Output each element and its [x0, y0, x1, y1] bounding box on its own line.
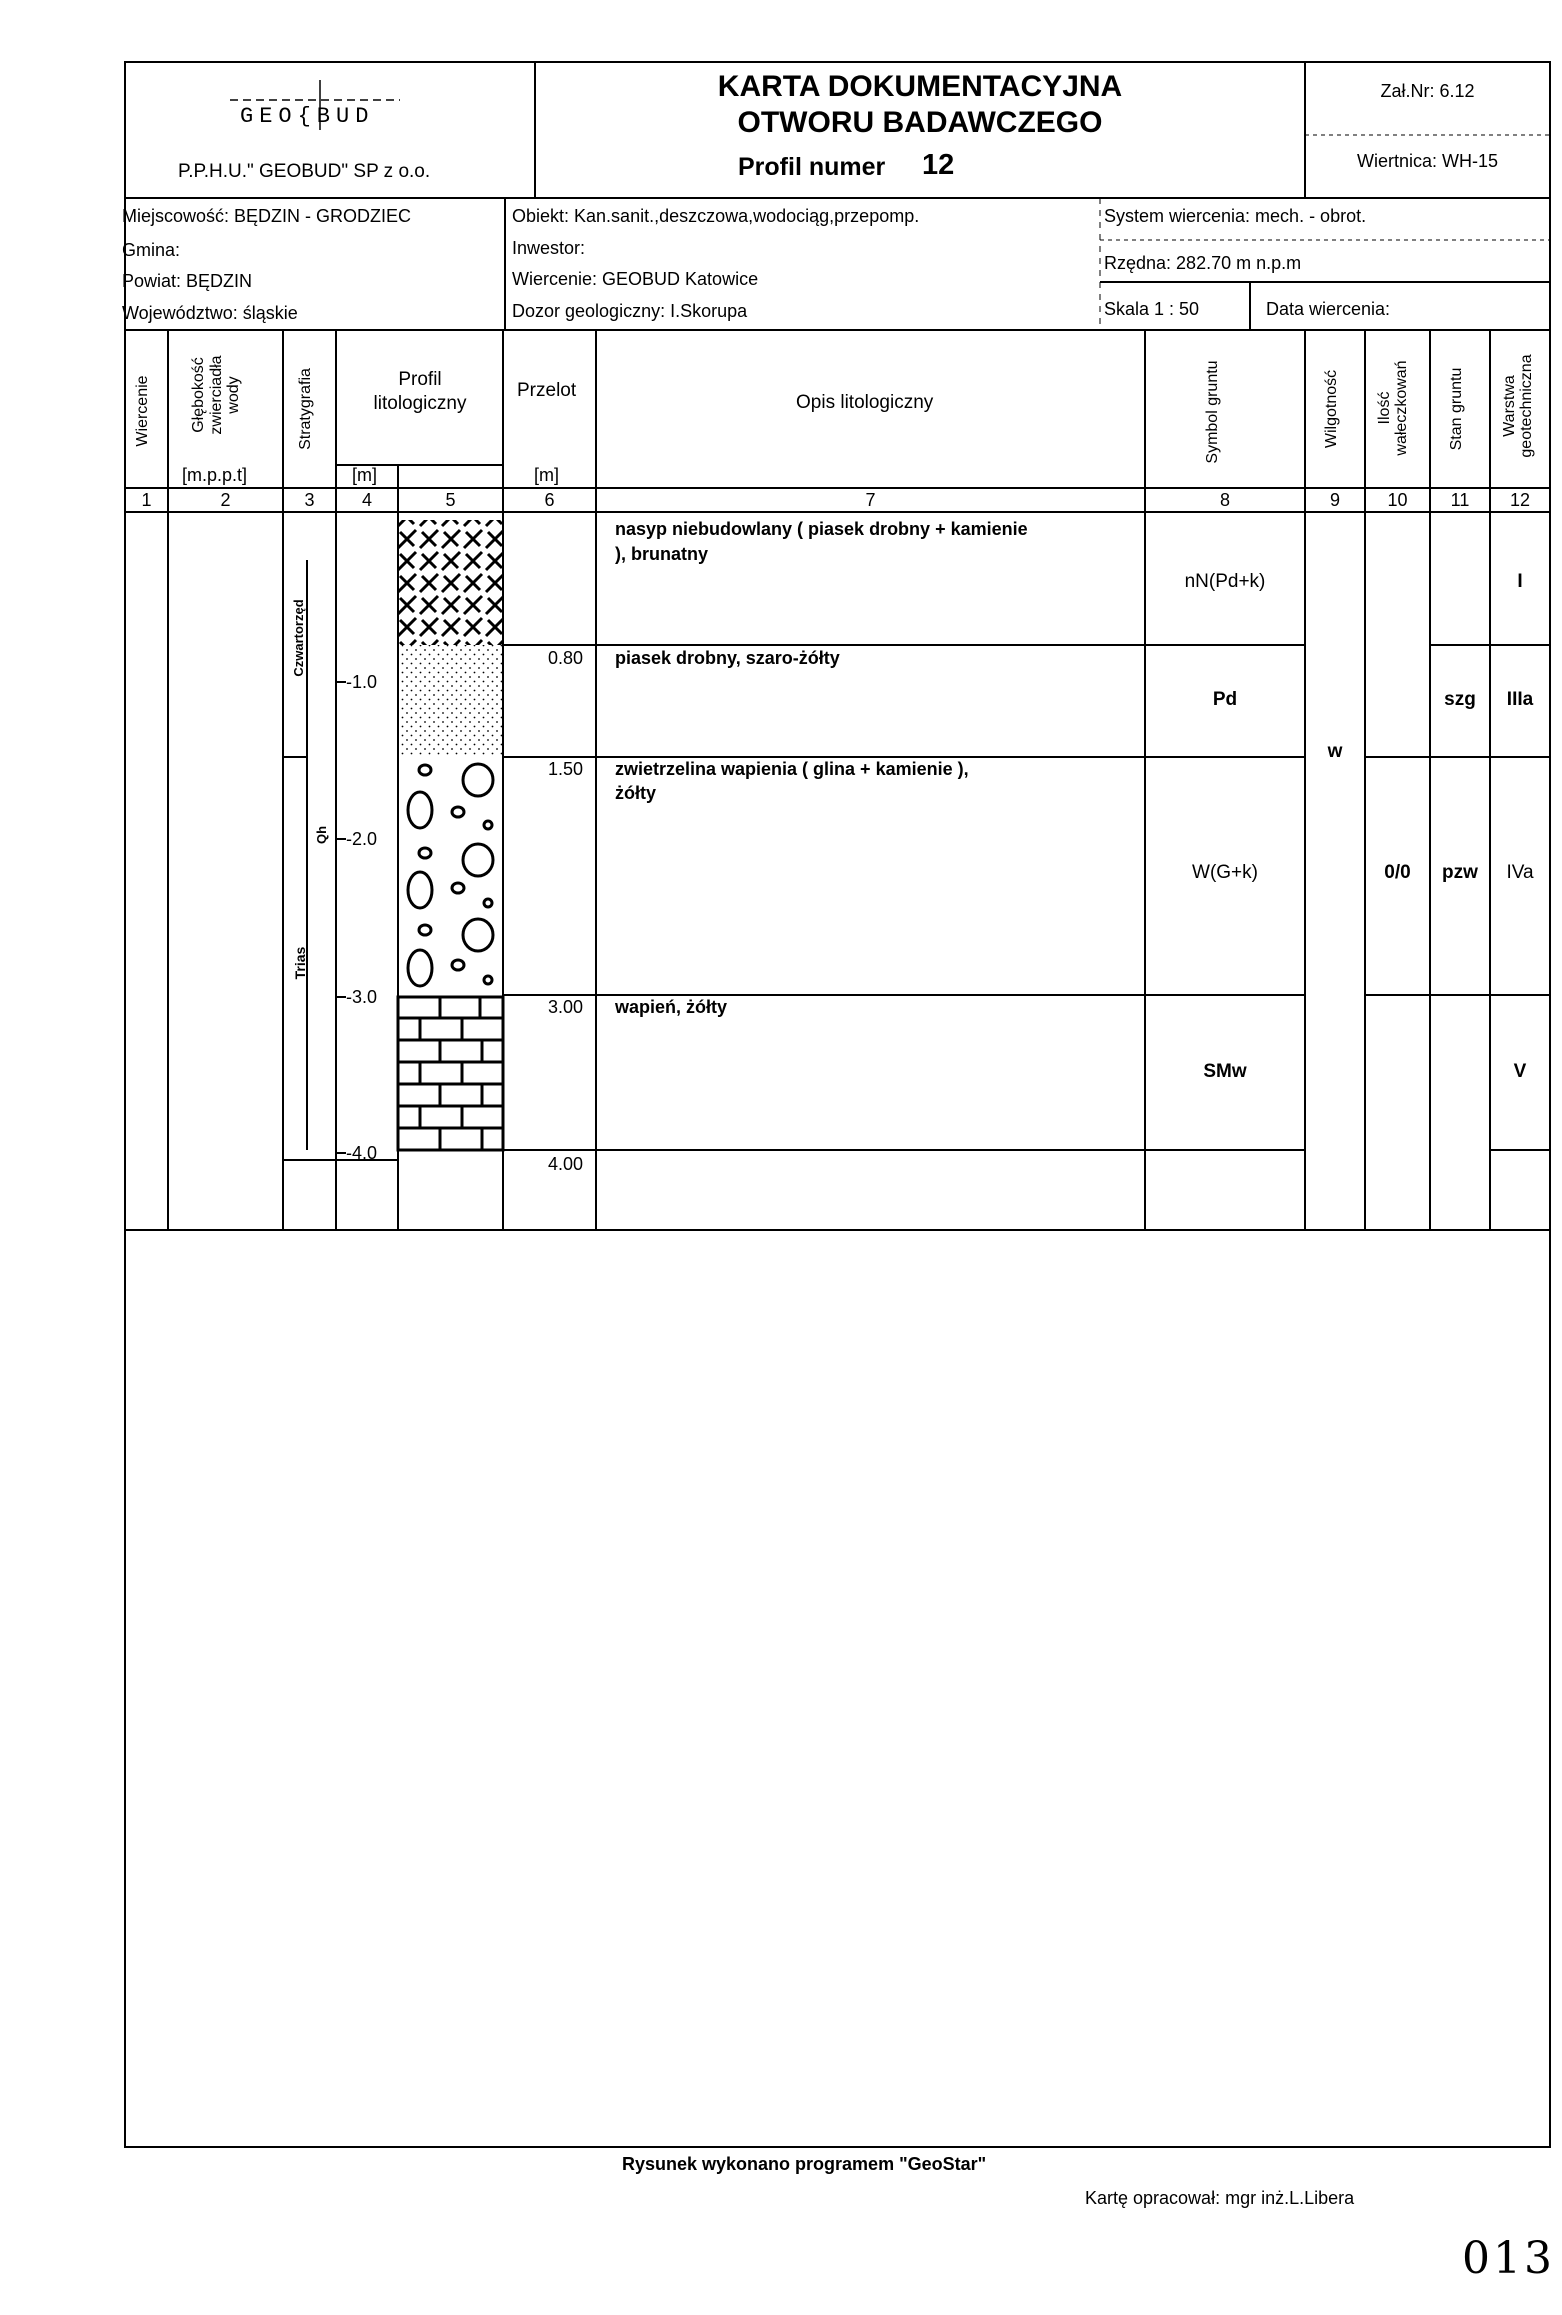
col-opis: Opis litologiczny: [796, 392, 934, 413]
depth-tick: -2.0: [346, 829, 378, 849]
layer-4-przelot: 3.00: [548, 997, 584, 1017]
col-number: 8: [1219, 490, 1230, 510]
depth-tick: -1.0: [346, 672, 378, 692]
pattern-limestone: [398, 997, 503, 1150]
layer-4-warstwa: V: [1513, 1061, 1527, 1082]
layer-1-symbol: nN(Pd+k): [1184, 571, 1266, 592]
layer-2-stan: szg: [1444, 689, 1476, 710]
col-glebokosc-unit: [m.p.p.t]: [182, 465, 248, 485]
layer-3-symbol: W(G+k): [1192, 862, 1258, 883]
zal-nr: Zał.Nr: 6.12: [1380, 81, 1475, 101]
col-profil-unit: [m]: [352, 465, 377, 485]
layer-2-warstwa: IIIa: [1506, 689, 1534, 710]
col-number: 11: [1450, 490, 1470, 510]
wilgotnosc-value: w: [1327, 741, 1343, 762]
col-warstwa: Warstwa geotechniczna: [1501, 354, 1535, 458]
col-ilosc: Ilość wałeczkowań: [1376, 360, 1410, 456]
col-symbol: Symbol gruntu: [1204, 360, 1221, 464]
layer-1-desc-1: nasyp niebudowlany ( piasek drobny + kamienie: [615, 519, 1028, 539]
col-number: 7: [865, 490, 876, 510]
col-wilgotnosc: Wilgotność: [1323, 369, 1340, 449]
layer-3-desc-1: zwietrzelina wapienia ( glina + kamienie ),: [615, 759, 969, 779]
layer-3-desc-2: żółty: [615, 783, 657, 803]
gmina: Gmina:: [122, 240, 181, 260]
skala: Skala 1 : 50: [1104, 299, 1200, 319]
footer-author: Kartę opracował: mgr inż.L.Libera: [1085, 2188, 1355, 2208]
col-number: 12: [1509, 490, 1531, 510]
layer-3-warstwa: IVa: [1506, 862, 1534, 883]
powiat: Powiat: BĘDZIN: [122, 271, 253, 291]
strat-trias: Trias: [292, 946, 308, 980]
inwestor: Inwestor:: [512, 238, 586, 258]
profile-number: 12: [922, 149, 955, 181]
pattern-fill-piasek: [398, 645, 503, 757]
page-number: 013: [1462, 2233, 1555, 2284]
layer-4-desc-1: wapień, żółty: [615, 997, 728, 1017]
footer-program: Rysunek wykonano programem "GeoStar": [622, 2154, 987, 2174]
wojewodztwo: Województwo: śląskie: [122, 303, 298, 323]
dozor-geologiczny: Dozor geologiczny: I.Skorupa: [512, 301, 748, 321]
profile-label: Profil numer: [738, 153, 886, 181]
col-number: 6: [544, 490, 555, 510]
layer-1-desc-2: ), brunatny: [615, 544, 708, 564]
layer-2-symbol: Pd: [1212, 689, 1238, 710]
title-line1: KARTA DOKUMENTACYJNA: [717, 70, 1123, 103]
company-name: P.P.H.U." GEOBUD" SP z o.o.: [178, 161, 431, 182]
col-number: 5: [445, 490, 456, 510]
obiekt: Obiekt: Kan.sanit.,deszczowa,wodociąg,przepomp.: [512, 206, 920, 226]
col-number: 9: [1329, 490, 1340, 510]
col-stan: Stan gruntu: [1448, 367, 1465, 451]
col-stratygrafia: Stratygrafia: [297, 368, 314, 450]
wiercenie-firm: Wiercenie: GEOBUD Katowice: [512, 269, 759, 289]
col-przelot-unit: [m]: [534, 465, 559, 485]
layer-2-desc-1: piasek drobny, szaro-żółty: [615, 648, 840, 668]
pattern-fill-nasyp: [398, 520, 503, 645]
depth-tick: -3.0: [346, 987, 378, 1007]
pattern-gravel: [408, 764, 493, 986]
col-number: 2: [220, 490, 231, 510]
strat-czwartorzed: Czwartorzęd: [291, 599, 306, 677]
col-glebokosc: Głębokość zwierciadła wody: [190, 355, 243, 435]
company-logo: GEO{BUD: [240, 104, 375, 129]
layer-3-ilosc: 0/0: [1384, 862, 1411, 883]
layer-2-przelot: 0.80: [548, 648, 584, 668]
strat-qh: Qh: [314, 825, 329, 845]
depth-tick: -4.0: [346, 1143, 378, 1163]
rzedna: Rzędna: 282.70 m n.p.m: [1104, 253, 1302, 273]
col-wiercenie: Wiercenie: [134, 375, 151, 447]
layer-3-przelot: 1.50: [548, 759, 584, 779]
col-profil: Profil litologiczny: [373, 369, 467, 414]
layer-3-stan: pzw: [1442, 862, 1478, 883]
layer-1-warstwa: I: [1517, 571, 1523, 592]
col-number: 1: [141, 490, 152, 510]
wiertnica: Wiertnica: WH-15: [1356, 151, 1499, 171]
data-wiercenia: Data wiercenia:: [1266, 299, 1391, 319]
system-wiercenia: System wiercenia: mech. - obrot.: [1104, 206, 1367, 226]
col-przelot: Przelot: [517, 380, 577, 401]
col-number: 4: [361, 490, 372, 510]
col-number: 10: [1387, 490, 1408, 510]
layer-4-symbol: SMw: [1203, 1061, 1247, 1082]
title-line2: OTWORU BADAWCZEGO: [737, 106, 1103, 139]
col-number: 3: [304, 490, 315, 510]
layer-5-przelot: 4.00: [548, 1154, 584, 1174]
miejscowosc: Miejscowość: BĘDZIN - GRODZIEC: [122, 206, 412, 226]
